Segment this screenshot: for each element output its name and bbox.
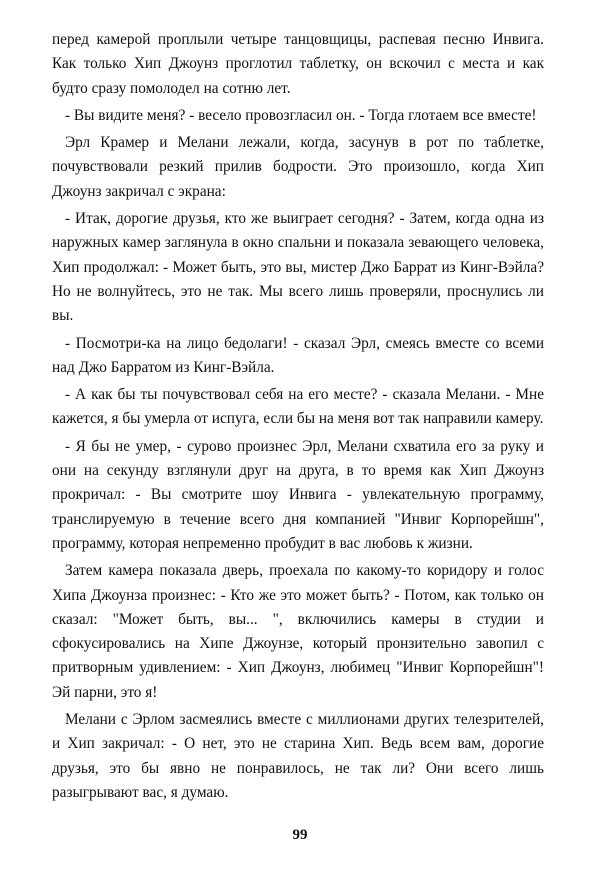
paragraph-narration-camera: Затем камера показала дверь, проехала по какому-то коридору и голос Хипа Джоунза произнес: - Кто же это может быть? - Потом, как только он сказал: "Может быть, вы... ", включились камеры в студии и сфокусировались на Хипе Джоунзе, который пронзительно завопил с притворным удивлением: - Хип Джоунз, любимец "Инвиг Корпорейшн"! Эй парни, это я!	[52, 562, 544, 701]
paragraph-narration: Эрл Крамер и Мелани лежали, когда, засунув в рот по таблетке, почувствовали резкий прилив бодрости. Это произошло, когда Хип Джоунз закричал с экрана:	[52, 134, 544, 200]
paragraph-dialogue-earl-reply: - Я бы не умер, - сурово произнес Эрл, Мелани схватила его за руку и они на секунду взглянули друг на друга, в то время как Хип Джоунз прокричал: - Вы смотрите шоу Инвига - увлекательную программу, транслируемую в течение всего дня компанией "Инвиг Корпорейшн", программу, которая непременно пробудит в вас любовь к жизни.	[52, 437, 544, 552]
body-text	[52, 28, 544, 805]
paragraph-narration-laugh: Мелани с Эрлом засмеялись вместе с миллионами других телезрителей, и Хип закричал: - О нет, это не старина Хип. Ведь всем вам, дорогие друзья, это бы явно не понравилось, не так ли? Они всего лишь разыгрывают вас, я думаю.	[52, 711, 544, 801]
paragraph-dialogue-melanie: - А как бы ты почувствовал себя на его месте? - сказала Мелани. - Мне кажется, я бы умерла от испуга, если бы на меня вот так направили камеру.	[52, 386, 544, 428]
page-number: 99	[292, 827, 308, 843]
paragraph-dialogue-earl: - Посмотри-ка на лицо бедолаги! - сказал Эрл, смеясь вместе со всеми над Джо Барратом из Кинг-Вэйла.	[52, 334, 544, 376]
paragraph-dialogue-greeting: - Вы видите меня? - весело провозгласил он. - Тогда глотаем все вместе!	[65, 106, 537, 124]
paragraph-continuation: перед камерой проплыли четыре танцовщицы, распевая песню Инвига. Как только Хип Джоунз проглотил таблетку, он вскочил с места и как будто сразу помолодел на сотню лет.	[52, 31, 544, 97]
paragraph-dialogue-host: - Итак, дорогие друзья, кто же выиграет сегодня? - Затем, когда одна из наружных камер заглянула в окно спальни и показала зевающего человека, Хип продолжал: - Может быть, это вы, мистер Джо Баррат из Кинг-Вэйла? Но не волнуйтесь, это не так. Мы всего лишь проверяли, проснулись ли вы.	[52, 210, 544, 325]
